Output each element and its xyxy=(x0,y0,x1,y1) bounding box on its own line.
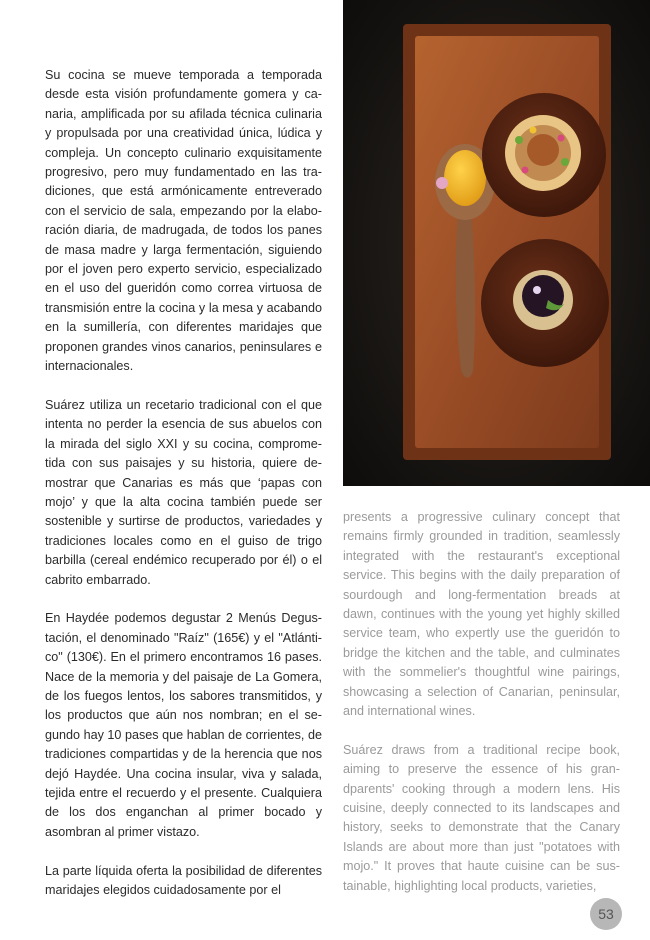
meat-centre xyxy=(527,134,559,166)
spanish-paragraph: Suárez utiliza un recetario tradicional con el que intenta no perder la esencia de sus abuelos con la mirada del siglo XXI y su cocina, comprometida con sus paisajes y su historia, quiere demostrar que Canarias es más que ‘papas con mojo’ y que la alta cocina también puede ser sostenible y surtirse de productos, variedades y tradiciones locales como en el guiso de trigo barbilla (cereal endémico recuperado por él) o el cabrito embarrado. xyxy=(45,397,322,587)
spanish-paragraph: Su cocina se mueve temporada a temporada desde esta visión profundamente gomera y canaria, amplificada por su afilada técnica culinaria y propulsada por una creatividad única, lúdica y compleja. Un concepto culinario exquisitamente progresivo, pero muy fundamentado en las tradiciones, que está armónicamente entreverado con el servicio de sala, empezando por la elaboración diaria, de madrugada, de todos los panes de masa madre y larga fermentación, siguiendo por el joven pero experto servicio, especializado en el uso del gueridón como correa virtuosa de transmisión entre la cocina y la mesa y acabando en la sumillería, con diferentes maridajes que proponen grandes vinos canarios, peninsulares e internacionales. xyxy=(45,68,322,374)
spanish-text-column xyxy=(45,66,322,920)
spanish-paragraph: La parte líquida oferta la posibilidad de diferentes maridajes elegidos cuidadosamente por el xyxy=(45,863,322,898)
pea-garnish xyxy=(515,136,523,144)
flower-garnish xyxy=(522,167,529,174)
purple-dome xyxy=(522,275,564,317)
page-number-badge: 53 xyxy=(590,898,622,930)
pink-flower-petal xyxy=(436,177,448,189)
english-paragraph: presents a progressive culinary concept that remains firmly grounded in tradition, seamlessly integrated with the restaurant's exceptional service. This begins with the daily preparation of sourdough and long-fermentation breads at dawn, continues with the young yet highly skilled service team, who expertly use the gueridón to bridge the kitchen and the table, and culminates with the sommelier's thoughtful wine pairings, showcasing a selection of Canarian, peninsular, and international wines. xyxy=(343,510,620,719)
food-photo-illustration xyxy=(343,0,650,486)
corn-garnish xyxy=(530,127,537,134)
english-paragraph: Suárez draws from a traditional recipe book, aiming to preserve the essence of his grandparents' cooking through a modern lens. His cuisine, deeply connected to its landscapes and history, seeks to demonstrate that the Canary Islands are about more than just "potatoes with mojo." It proves that haute cuisine can be sustainable, highlighting local products, varieties, xyxy=(343,742,620,893)
food-photo xyxy=(343,0,650,486)
yolk-filling xyxy=(444,150,486,206)
english-text-column xyxy=(343,508,620,916)
flower-garnish xyxy=(558,135,565,142)
spanish-paragraph: En Haydée podemos degustar 2 Menús Degustación, el denominado "Raíz" (165€) y el "Atlántico" (130€). En el primero encontramos 16 pases. Nace de la memoria y del paisaje de La Gomera, de los fuegos lentos, los sabores transmitidos, y los productos que aún nos nombran; en el segundo hay 10 pases que hablan de corrientes, de tradiciones compartidas y de la herencia que nos dejó Haydée. Una cocina insular, viva y salada, tejida entre el recuerdo y el presente. Cualquiera de los dos enganchan al primer bocado y asombran al primer vistazo. xyxy=(45,611,322,839)
pea-garnish xyxy=(561,158,569,166)
flower-garnish xyxy=(533,286,541,294)
wooden-tray xyxy=(415,36,599,448)
